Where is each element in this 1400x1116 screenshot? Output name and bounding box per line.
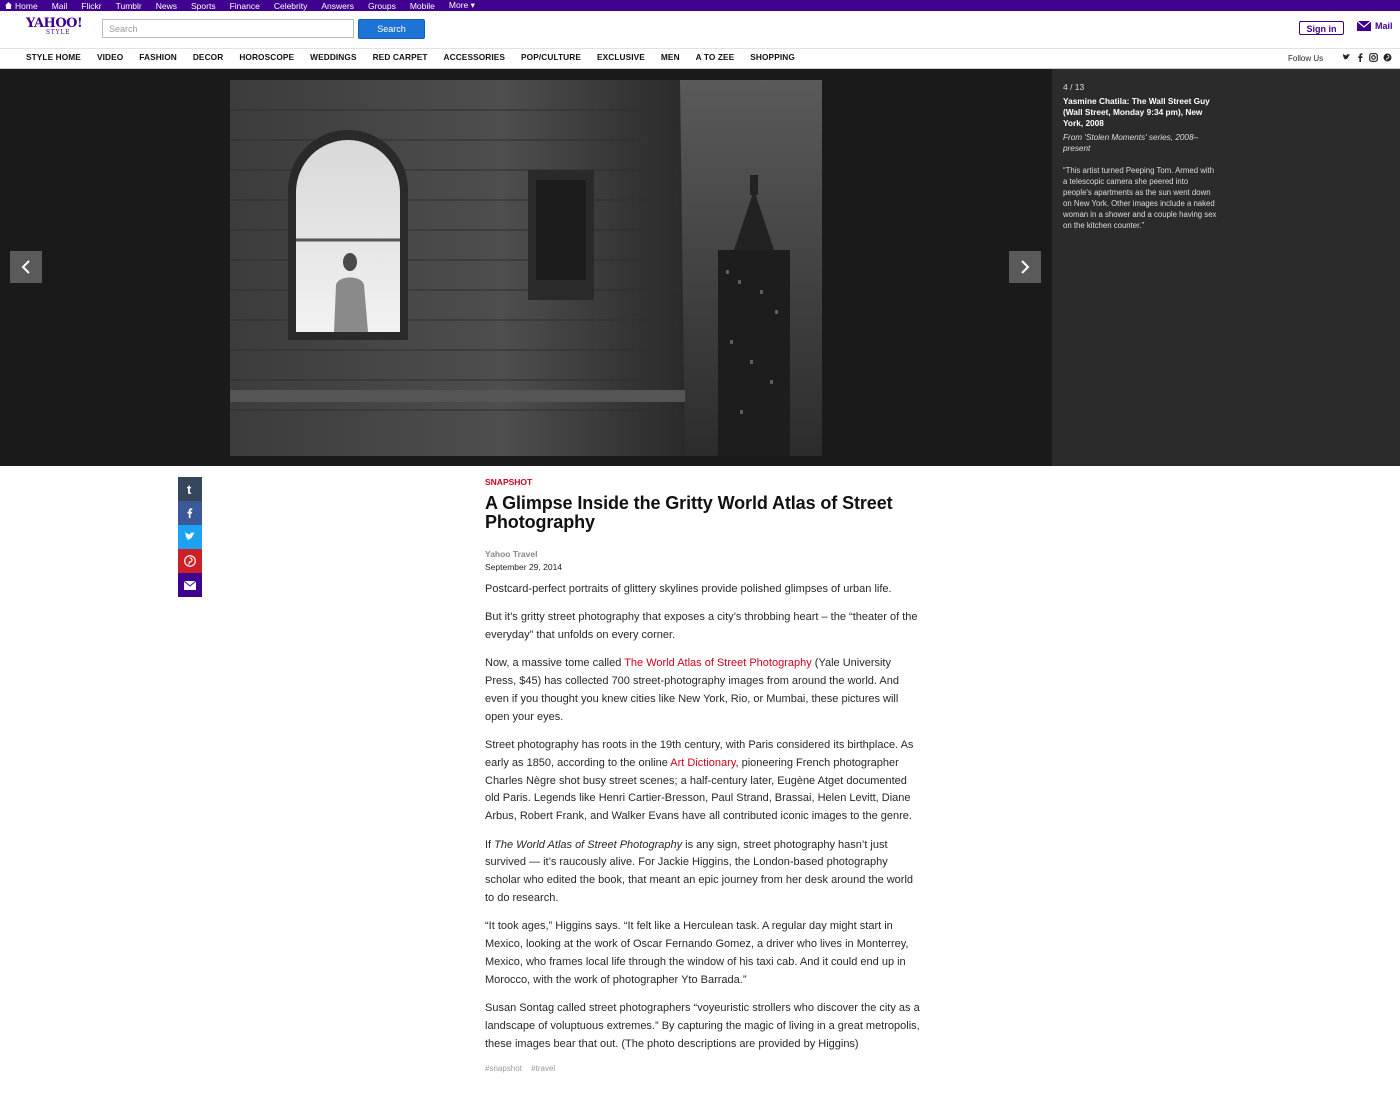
paragraph: Now, a massive tome called The World Atlas of Street Photography (Yale University Press, $45) has collected 700 street-photography images from around the world. And even if you thought you knew cities like New York, Rio, or Mumbai, these pictures will open your eyes. bbox=[485, 657, 899, 723]
section-nav bbox=[0, 48, 1400, 69]
nav-item-accessories[interactable]: ACCESSORIES bbox=[443, 52, 506, 62]
chevron-right-icon bbox=[1020, 259, 1030, 275]
prev-photo-button[interactable] bbox=[10, 251, 42, 283]
tag-snapshot[interactable]: #snapshot bbox=[485, 1063, 522, 1073]
topbar-item-flickr[interactable]: Flickr bbox=[81, 0, 102, 11]
twitter-icon bbox=[184, 531, 196, 543]
facebook-icon[interactable] bbox=[1356, 53, 1365, 62]
nav-item-exclusive[interactable]: EXCLUSIVE bbox=[596, 52, 645, 62]
topbar-item-finance[interactable]: Finance bbox=[229, 0, 260, 11]
twitter-icon[interactable] bbox=[1342, 53, 1351, 62]
caption-source: From 'Stolen Moments' series, 2008–present bbox=[1063, 133, 1199, 153]
topbar-item-news[interactable]: News bbox=[155, 0, 177, 11]
pinterest-icon[interactable] bbox=[1383, 53, 1392, 62]
topbar-item-groups[interactable]: Groups bbox=[367, 0, 396, 11]
email-icon bbox=[184, 581, 196, 590]
topbar-item-more[interactable]: More ▾ bbox=[448, 0, 475, 10]
share-email-button[interactable] bbox=[178, 573, 202, 597]
follow-us-label: Follow Us bbox=[1288, 54, 1324, 63]
paragraph: If The World Atlas of Street Photography is any sign, street photography hasn’t just survived — it’s raucously alive. For Jackie Higgins, the London-based photography scholar who edited the book, that meant an epic journey from her desk around the world to do research. bbox=[485, 838, 914, 904]
caption-description: “This artist turned Peeping Tom. Armed with a telescopic camera she peered into people's apartments as the sun went down on New York. Other images include a naked woman in a shower and a couple having sex on the kitchen counter.” bbox=[1063, 166, 1217, 230]
nav-item-red-carpet[interactable]: RED CARPET bbox=[372, 52, 428, 62]
art-dictionary-link[interactable]: Art Dictionary bbox=[670, 756, 736, 769]
topbar-item-celebrity[interactable]: Celebrity bbox=[273, 0, 308, 11]
pinterest-icon bbox=[184, 555, 196, 567]
paragraph: Postcard-perfect portraits of glittery skylines provide polished glimpses of urban life. bbox=[485, 583, 892, 595]
nav-item-a-to-zee[interactable]: A TO ZEE bbox=[695, 52, 735, 62]
topbar-item-mail[interactable]: Mail bbox=[51, 0, 68, 11]
nav-item-shopping[interactable]: SHOPPING bbox=[750, 52, 795, 62]
nav-item-fashion[interactable]: FASHION bbox=[139, 52, 177, 62]
slide-counter: 4 / 13 bbox=[1063, 82, 1085, 92]
tag-travel[interactable]: #travel bbox=[531, 1063, 556, 1073]
yahoo-style-logo[interactable]: YAHOO! STYLE bbox=[26, 16, 83, 36]
topbar-item-mobile[interactable]: Mobile bbox=[409, 0, 435, 11]
article-date: September 29, 2014 bbox=[485, 562, 563, 572]
nav-item-men[interactable]: MEN bbox=[660, 52, 680, 62]
article-byline: Yahoo Travel bbox=[485, 549, 538, 559]
nav-item-weddings[interactable]: WEDDINGS bbox=[310, 52, 357, 62]
share-facebook-button[interactable] bbox=[178, 501, 202, 525]
gallery-photo bbox=[230, 80, 822, 456]
paragraph: Susan Sontag called street photographers “voyeuristic strollers who discover the city as a landscape of voluptuous extremes.” By capturing the magic of living in a great metropolis, these images bear that out. (The photo descriptions are provided by Higgins) bbox=[485, 1001, 920, 1050]
paragraph: Street photography has roots in the 19th century, with Paris considered its birthplace. As early as 1850, according to the online Art Dictionary, pioneering French photographer Charles Nègre shot busy street scenes; a half-century later, Eugène Atget documented old Paris. Legends like Henri Cartier-Bresson, Paul Strand, Brassai, Helen Levitt, Diane Arbus, Robert Frank, and Walker Evans have all contributed iconic images to the genre. bbox=[485, 739, 914, 823]
share-pinterest-button[interactable] bbox=[178, 549, 202, 573]
svg-text:t: t bbox=[187, 483, 192, 495]
share-twitter-button[interactable] bbox=[178, 525, 202, 549]
topbar-item-sports[interactable]: Sports bbox=[191, 0, 216, 11]
instagram-icon[interactable] bbox=[1369, 53, 1378, 62]
caption-title: Yasmine Chatila: The Wall Street Guy (Wall Street, Monday 9:34 pm), New York, 2008 bbox=[1063, 96, 1210, 128]
paragraph: “It took ages,” Higgins says. “It felt like a Herculean task. A regular day might start in Mexico, looking at the work of Oscar Fernando Gomez, a driver who lives in Monterrey, Mexico, who frames local life through the window of his taxi cab. And it could end up in Morocco, with the work of photographer Yto Barrada.” bbox=[485, 920, 909, 986]
share-tumblr-button[interactable] bbox=[178, 477, 202, 501]
nav-item-decor[interactable]: DECOR bbox=[192, 52, 224, 62]
nav-item-horoscope[interactable]: HOROSCOPE bbox=[239, 52, 295, 62]
share-bar bbox=[178, 477, 202, 597]
article-body bbox=[485, 581, 920, 1053]
sign-in-button[interactable]: Sign in bbox=[1299, 21, 1344, 35]
article-tags bbox=[485, 1064, 920, 1073]
article-kicker[interactable]: SNAPSHOT bbox=[485, 477, 533, 487]
nav-item-pop-culture[interactable]: POP/CULTURE bbox=[521, 52, 581, 62]
facebook-icon bbox=[185, 507, 195, 519]
chevron-left-icon bbox=[21, 259, 31, 275]
search-input[interactable]: Search bbox=[102, 19, 354, 38]
article-headline: A Glimpse Inside the Gritty World Atlas of Street Photography bbox=[485, 493, 893, 532]
nav-item-video[interactable]: VIDEO bbox=[96, 52, 124, 62]
topbar-item-tumblr[interactable]: Tumblr bbox=[115, 0, 142, 11]
nav-item-style-home[interactable]: STYLE HOME bbox=[26, 52, 81, 62]
gallery-caption-panel bbox=[1052, 69, 1400, 466]
home-icon bbox=[5, 2, 12, 9]
paragraph: But it’s gritty street photography that exposes a city’s throbbing heart – the “theater of the everyday” that unfolds on every corner. bbox=[485, 611, 918, 642]
article bbox=[485, 477, 920, 1073]
site-header bbox=[0, 11, 1400, 48]
tumblr-icon bbox=[184, 483, 196, 495]
mail-icon bbox=[1357, 21, 1371, 31]
universal-header-bar bbox=[0, 0, 1400, 11]
topbar-item-home[interactable]: Home bbox=[5, 1, 38, 11]
mail-link[interactable]: Mail bbox=[1357, 21, 1393, 31]
photo-gallery bbox=[0, 69, 1052, 466]
next-photo-button[interactable] bbox=[1009, 251, 1041, 283]
world-atlas-link[interactable]: The World Atlas of Street Photography bbox=[624, 657, 812, 670]
topbar-item-answers[interactable]: Answers bbox=[321, 0, 354, 11]
search-button[interactable]: Search bbox=[358, 19, 425, 39]
